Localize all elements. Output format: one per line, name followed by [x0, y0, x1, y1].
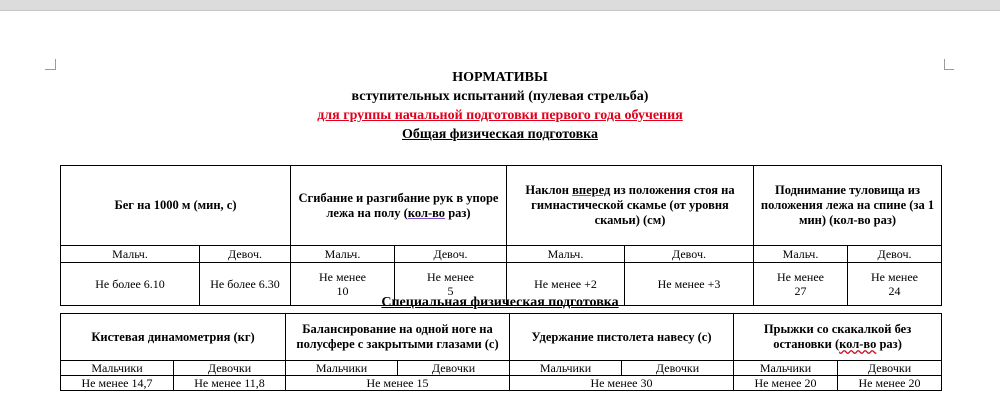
col-header-situps: Поднимание туловища из положения лежа на спине (за 1 мин) (кол-во раз) [754, 166, 942, 246]
subheader-girls: Девочки [838, 361, 942, 376]
window-top-bar [0, 0, 1000, 11]
subheader-girls: Девоч. [200, 246, 291, 263]
section2-title [0, 294, 1000, 311]
cell-value: Не менее 24 [848, 263, 942, 306]
cell-value: Не менее 14,7 [61, 376, 174, 391]
cell-value: Не менее 20 [838, 376, 942, 391]
subheader-boys: Мальч. [291, 246, 395, 263]
subheader-boys: Мальчики [61, 361, 174, 376]
cell-value: Не менее 20 [734, 376, 838, 391]
document-page [0, 11, 1000, 420]
col-header-bend: Наклон вперед из положения стоя на гимнастической скамье (от уровня скамьи) (см) [507, 166, 754, 246]
doc-group-text: для группы начальной подготовки первого года обучения [317, 108, 683, 123]
subheader-boys: Мальч. [754, 246, 848, 263]
doc-group-line [0, 107, 1000, 124]
subheader-girls: Девоч. [625, 246, 754, 263]
col-header-dynamometry: Кистевая динамометрия (кг) [61, 314, 286, 361]
cell-value: Не более 6.10 [61, 263, 200, 306]
cell-value: Не менее +2 [507, 263, 625, 306]
subheader-boys: Мальч. [61, 246, 200, 263]
section2-title-text: Специальная физическая подготовка [381, 295, 619, 310]
subheader-boys: Мальч. [507, 246, 625, 263]
subheader-boys: Мальчики [286, 361, 398, 376]
cell-value: Не менее +3 [625, 263, 754, 306]
col-header-pistol: Удержание пистолета навесу (с) [510, 314, 734, 361]
doc-subtitle: вступительных испытаний (пулевая стрельба) [351, 89, 649, 104]
subheader-girls: Девоч. [395, 246, 507, 263]
cell-value: Не менее 27 [754, 263, 848, 306]
subheader-boys: Мальчики [734, 361, 838, 376]
section1-title-text: Общая физическая подготовка [402, 127, 598, 142]
col-header-pushups: Сгибание и разгибание рук в упоре лежа на полу (кол-во раз) [291, 166, 507, 246]
col-header-jumprope: Прыжки со скакалкой без остановки (кол-во раз) [734, 314, 942, 361]
col-header-balance: Балансирование на одной ноге на полусфере с закрытыми глазами (с) [286, 314, 510, 361]
cell-value: Не менее 30 [510, 376, 734, 391]
general-table [60, 165, 942, 306]
doc-title: НОРМАТИВЫ [452, 70, 548, 85]
col-header-run: Бег на 1000 м (мин, с) [61, 166, 291, 246]
subheader-girls: Девочки [622, 361, 734, 376]
subheader-girls: Девочки [174, 361, 286, 376]
cell-value: Не менее 15 [286, 376, 510, 391]
cell-value: Не менее 10 [291, 263, 395, 306]
cell-value: Не менее 11,8 [174, 376, 286, 391]
margin-mark-top-right [944, 59, 945, 69]
cell-value: Не более 6.30 [200, 263, 291, 306]
cell-value: Не менее 5 [395, 263, 507, 306]
subheader-boys: Мальчики [510, 361, 622, 376]
subheader-girls: Девочки [398, 361, 510, 376]
subheader-girls: Девоч. [848, 246, 942, 263]
section1-title [0, 126, 1000, 143]
special-table [60, 313, 942, 391]
